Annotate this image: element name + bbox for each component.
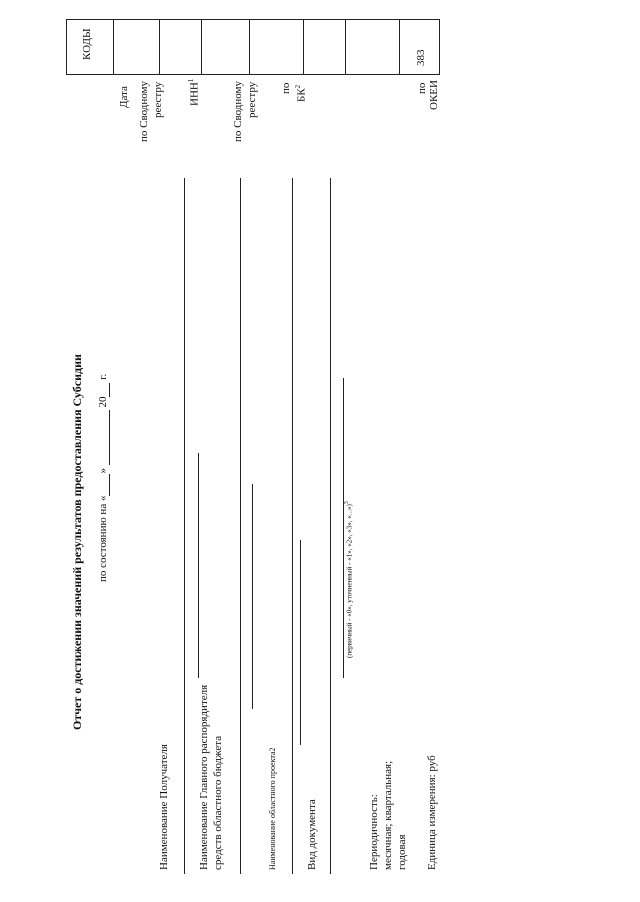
main-manager-label-1: Наименование Главного распорядителя — [198, 684, 210, 870]
day-blank[interactable] — [97, 474, 110, 496]
doc-type-field-line[interactable] — [330, 178, 331, 874]
project-field-line[interactable] — [292, 178, 293, 874]
doc-type-label: Вид документа — [306, 799, 318, 870]
code-label-registry-2: реестру — [152, 81, 164, 118]
date-mid: » — [97, 468, 109, 474]
date-code-cell[interactable] — [113, 20, 160, 74]
report-title: Отчет о достижении значений результатов предоставления Субсидии — [70, 354, 84, 730]
doc-type-field-line-top[interactable] — [300, 540, 301, 745]
recipient-label: Наименование Получателя — [158, 744, 170, 870]
okei-code-cell[interactable] — [399, 20, 439, 74]
recipient-field-line[interactable] — [184, 178, 185, 874]
year-blank[interactable] — [97, 383, 110, 397]
main-manager-field-line-top[interactable] — [198, 453, 199, 678]
registry-code-cell[interactable] — [159, 20, 202, 74]
code-label-okei-2: ОКЕИ — [428, 80, 440, 110]
empty-code-cell[interactable] — [345, 20, 400, 74]
code-label-bk-2: $БК^2$ — [294, 84, 308, 102]
bk-code-cell[interactable] — [303, 20, 346, 74]
okei-value: 383 — [415, 49, 427, 66]
doc-type-hint: (первичный - «0», уточненный - «1», «2», «3», «...»)$^3$ — [344, 501, 354, 658]
code-label-okei-1: по — [416, 82, 428, 94]
project-field-line-top[interactable] — [252, 484, 253, 709]
periodicity-label-2: месячная; квартальная; — [382, 760, 394, 870]
date-line — [97, 374, 110, 582]
code-label-inn: ИНН$^1$ — [187, 78, 201, 106]
codes-table — [66, 19, 440, 75]
inn-code-cell[interactable] — [201, 20, 250, 74]
main-manager-label-2: средств областного бюджета — [212, 735, 224, 870]
month-blank[interactable] — [97, 410, 110, 465]
code-label-registry2-1: по Сводному — [232, 80, 244, 142]
project-label: Наименование областного проекта2 — [268, 747, 277, 870]
periodicity-label-3: годовая — [396, 834, 408, 870]
code-label-bk-1: по — [280, 82, 292, 94]
codes-header-cell — [67, 20, 114, 74]
periodicity-label-1: Периодичность: — [368, 794, 380, 870]
registry2-code-cell[interactable] — [249, 20, 304, 74]
code-label-date: Дата — [118, 86, 130, 108]
codes-header: КОДЫ — [81, 28, 93, 60]
year-prefix: 20 — [97, 396, 109, 408]
date-prefix: по состоянию на « — [97, 495, 109, 582]
date-suffix: г. — [97, 373, 109, 380]
unit-label: Единица измерения: руб — [426, 755, 438, 870]
code-label-registry2-2: реестру — [246, 81, 258, 118]
code-label-registry-1: по Сводному — [138, 80, 150, 142]
main-manager-field-line[interactable] — [240, 178, 241, 874]
